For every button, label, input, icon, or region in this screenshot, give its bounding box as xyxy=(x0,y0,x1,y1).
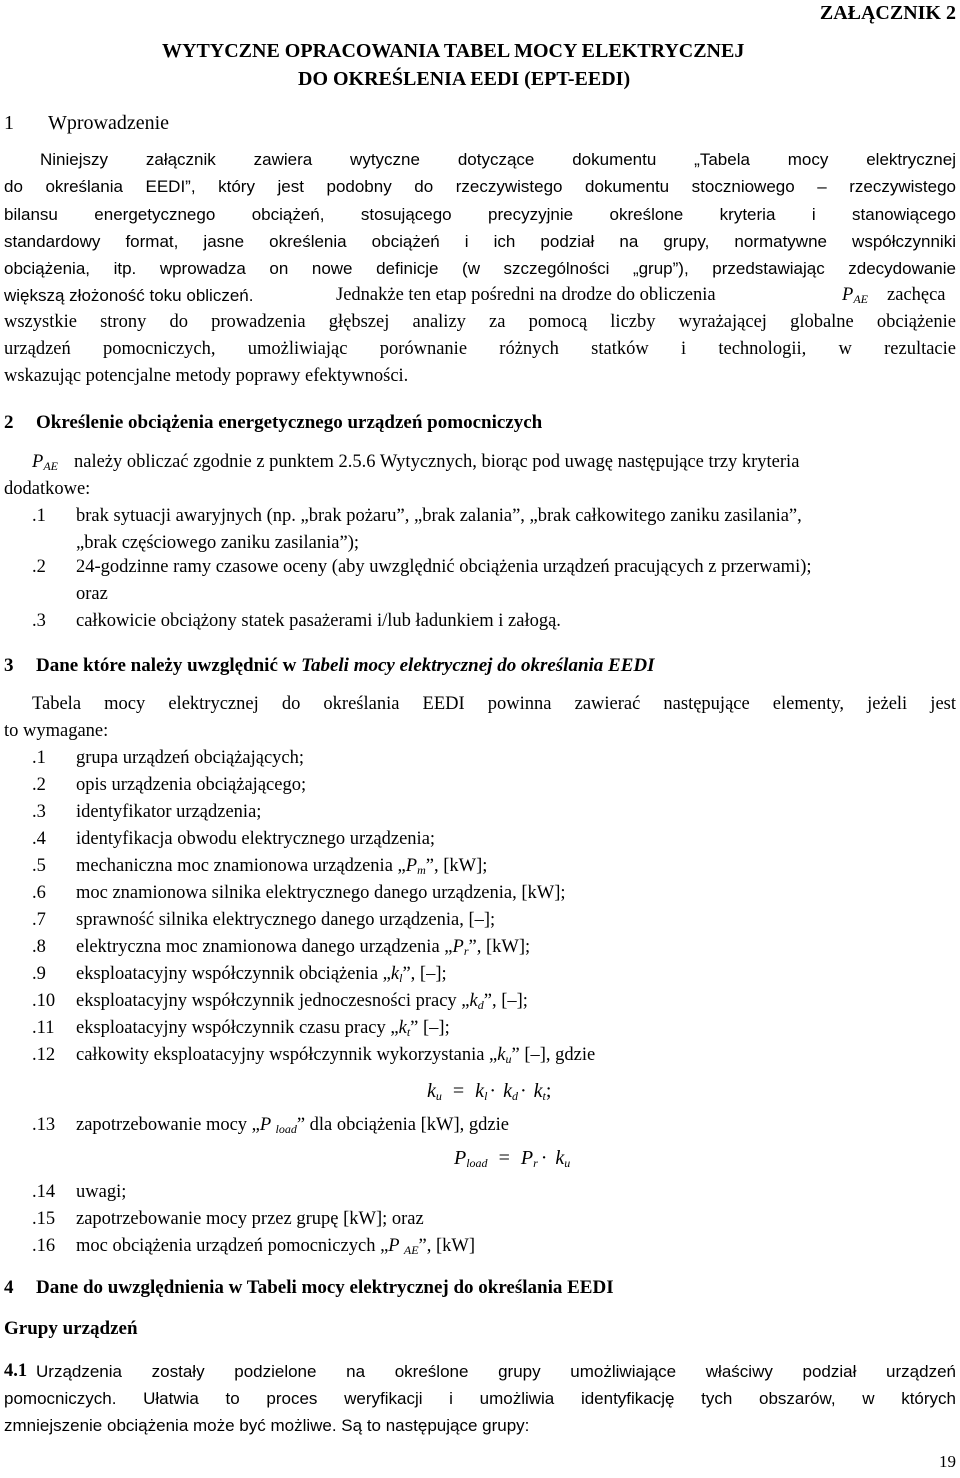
list-item: uwagi; xyxy=(76,1182,127,1202)
section1-line: standardowy format, jasne określenia obciążeń i ich podział na grupy, normatywne współczynniki xyxy=(4,232,956,251)
pae-symbol: $P_{AE}$ xyxy=(842,285,868,306)
list-item-number: .4 xyxy=(32,829,46,849)
paragraph-number: 4.1 xyxy=(4,1361,28,1381)
section1-line: większą złożoność toku obliczeń. xyxy=(4,286,254,305)
list-item-number: .15 xyxy=(32,1209,56,1229)
list-item: całkowicie obciążony statek pasażerami i/lub ładunkiem i załogą. xyxy=(76,611,561,631)
list-item: opis urządzenia obciążającego; xyxy=(76,775,307,795)
list-item-number: .3 xyxy=(32,802,46,822)
list-item-number: .2 xyxy=(32,557,46,577)
list-item: całkowity eksploatacyjny współczynnik wykorzystania $„k_u$” [–], gdzie xyxy=(76,1045,596,1066)
list-item: grupa urządzeń obciążających; xyxy=(76,748,305,768)
section1-line: zachęca xyxy=(887,285,946,305)
list-item: eksploatacyjny współczynnik obciążenia $„k_l$”, [–]; xyxy=(76,964,447,985)
list-item-number: .11 xyxy=(32,1018,55,1038)
list-item: zapotrzebowanie mocy przez grupę [kW]; oraz xyxy=(76,1209,424,1229)
section2-intro: dodatkowe: xyxy=(4,479,91,499)
section4-line: Urządzenia zostały podzielone na określone grupy umożliwiające właściwy podział urządzeń xyxy=(36,1362,956,1381)
section4-line: pomocniczych. Ułatwia to proces weryfikacji i umożliwia identyfikację tych obszarów, w których xyxy=(4,1389,956,1408)
list-item: elektryczna moc znamionowa danego urządzenia $„P_r$”, [kW]; xyxy=(76,937,531,958)
section1-line: Jednakże ten etap pośredni na drodze do obliczenia xyxy=(336,285,716,305)
section3-number: 3 xyxy=(4,655,14,676)
section2-intro: należy obliczać zgodnie z punktem 2.5.6 Wytycznych, biorąc pod uwagę następujące trzy kryteria xyxy=(74,452,800,472)
section1-line: Niniejszy załącznik zawiera wytyczne dotyczące dokumentu „Tabela mocy elektrycznej xyxy=(40,150,956,169)
list-item-number: .12 xyxy=(32,1045,56,1065)
section3-intro: Tabela mocy elektrycznej do określania EEDI powinna zawierać następujące elementy, jeżeli jest xyxy=(32,694,956,714)
section1-number: 1 xyxy=(4,112,14,134)
list-item-number: .14 xyxy=(32,1182,56,1202)
list-item: „brak częściowego zaniku zasilania”); xyxy=(76,533,360,553)
section1-line: obciążenia, itp. wprowadza on nowe definicje (w szczególności „grup”), przedstawiając zdecydowanie xyxy=(4,259,956,278)
list-item: identyfikator urządzenia; xyxy=(76,802,262,822)
list-item-number: .13 xyxy=(32,1115,56,1135)
pae-symbol: $P_{AE}$ xyxy=(32,452,58,473)
formula-pload: $P_{load} = P_r \cdot k_u$ xyxy=(454,1147,571,1170)
section3-intro: to wymagane: xyxy=(4,721,109,741)
section1-line: wskazując potencjalne metody poprawy efektywności. xyxy=(4,366,409,386)
list-item-number: .1 xyxy=(32,748,46,768)
section2-number: 2 xyxy=(4,412,14,433)
list-item-number: .3 xyxy=(32,611,46,631)
section1-title: Wprowadzenie xyxy=(48,112,170,134)
list-item: moc znamionowa silnika elektrycznego danego urządzenia, [kW]; xyxy=(76,883,566,903)
section4-subheading: Grupy urządzeń xyxy=(4,1318,138,1339)
list-item: 24-godzinne ramy czasowe oceny (aby uwzględnić obciążenia urządzeń pracujących z przerwami); xyxy=(76,557,812,577)
section3-title: Dane które należy uwzględnić w Tabeli mocy elektrycznej do określania EEDI xyxy=(36,655,655,676)
formula-ku: $k_u = k_l \cdot k_d \cdot k_t$; xyxy=(427,1080,552,1103)
list-item-number: .10 xyxy=(32,991,56,1011)
section2-title: Określenie obciążenia energetycznego urządzeń pomocniczych xyxy=(36,412,543,433)
list-item-number: .7 xyxy=(32,910,46,930)
list-item-number: .16 xyxy=(32,1236,56,1256)
list-item-number: .2 xyxy=(32,775,46,795)
section1-line: do określania EEDI”, który jest podobny do rzeczywistego dokumentu stoczniowego – rzeczywistego xyxy=(4,177,956,196)
list-item: zapotrzebowanie mocy „P $_{load}$” dla obciążenia [kW], gdzie xyxy=(76,1115,509,1136)
list-item: mechaniczna moc znamionowa urządzenia $„P_m$”, [kW]; xyxy=(76,856,488,877)
list-item-number: .5 xyxy=(32,856,46,876)
section1-line: urządzeń pomocniczych, umożliwiając porównanie różnych statków i technologii, w rezultacie xyxy=(4,339,956,359)
list-item: brak sytuacji awaryjnych (np. „brak pożaru”, „brak zalania”, „brak całkowitego zaniku zasilania”, xyxy=(76,506,802,526)
list-item-number: .9 xyxy=(32,964,46,984)
list-item-number: .8 xyxy=(32,937,46,957)
document-title-line1: WYTYCZNE OPRACOWANIA TABEL MOCY ELEKTRYCZNEJ xyxy=(162,40,745,62)
list-item: moc obciążenia urządzeń pomocniczych „P $_{AE}$”, [kW] xyxy=(76,1236,476,1257)
section4-line: zmniejszenie obciążenia może być możliwe. Są to następujące grupy: xyxy=(4,1416,530,1435)
list-item-number: .6 xyxy=(32,883,46,903)
section1-line: wszystkie strony do prowadzenia głębszej analizy za pomocą liczby wyrażającej globalne obciążenie xyxy=(4,312,956,332)
list-item: eksploatacyjny współczynnik jednoczesności pracy $„k_d$”, [–]; xyxy=(76,991,528,1012)
section1-line: bilansu energetycznego obciążeń, stosującego precyzyjnie określone kryteria i stanowiącego xyxy=(4,205,956,224)
annex-label: ZAŁĄCZNIK 2 xyxy=(819,2,956,24)
section4-number: 4 xyxy=(4,1277,14,1298)
list-item-number: .1 xyxy=(32,506,46,526)
list-item: eksploatacyjny współczynnik czasu pracy $„k_t$” [–]; xyxy=(76,1018,450,1039)
section4-title: Dane do uwzględnienia w Tabeli mocy elektrycznej do określania EEDI xyxy=(36,1277,614,1298)
list-item: sprawność silnika elektrycznego danego urządzenia, [–]; xyxy=(76,910,496,930)
list-item: identyfikacja obwodu elektrycznego urządzenia; xyxy=(76,829,436,849)
page-number: 19 xyxy=(939,1452,956,1471)
list-item: oraz xyxy=(76,584,108,604)
document-title-line2: DO OKREŚLENIA EEDI (EPT-EEDI) xyxy=(298,68,631,90)
